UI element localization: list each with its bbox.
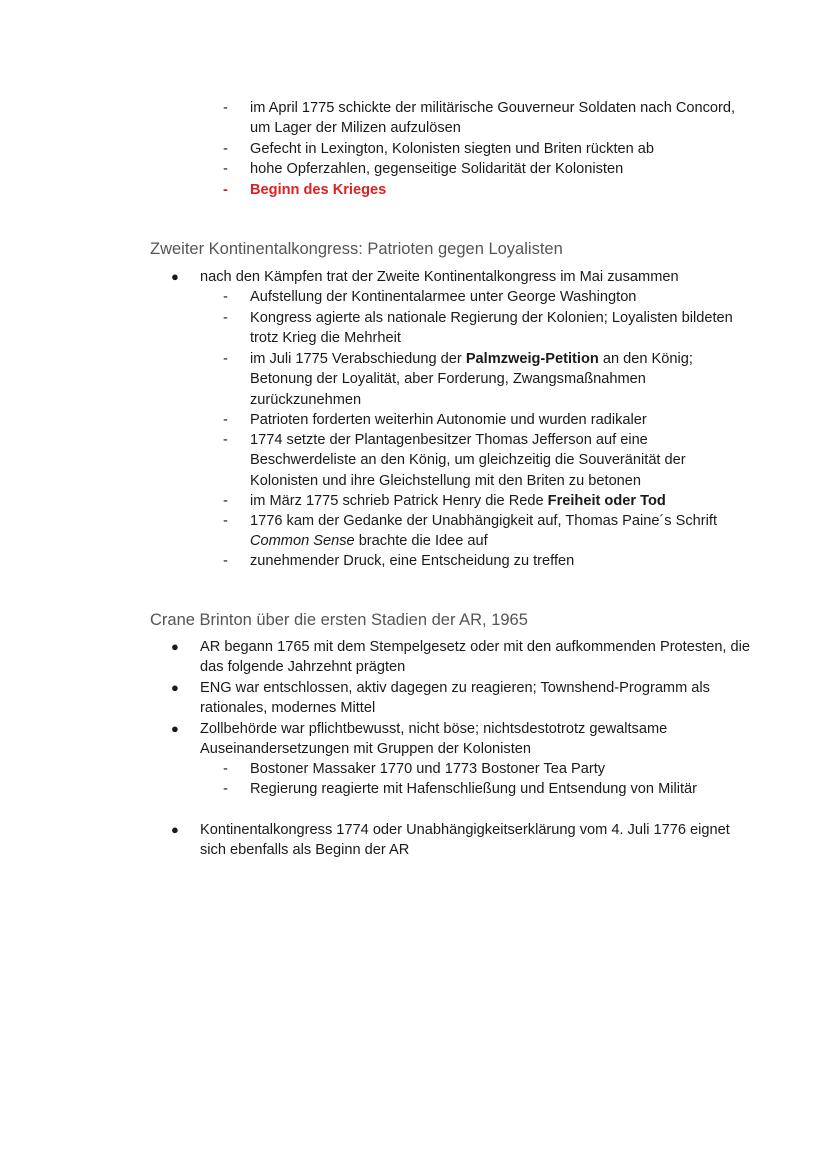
list-item: - hohe Opferzahlen, gegenseitige Solidarität der Kolonisten xyxy=(223,161,624,177)
list-item: - im Juli 1775 Verabschiedung der Palmzweig-Petition an den König; Betonung der Loyalität, aber Forderung, Zwangsmaßnahmen zurückzunehmen xyxy=(223,351,693,408)
list-item: ● Zollbehörde war pflichtbewusst, nicht böse; nichtsdestotrotz gewaltsame Auseinandersetzungen mit Gruppen der Kolonisten xyxy=(171,721,668,758)
list-item: - im April 1775 schickte der militärische Gouverneur Soldaten nach Concord, um Lager der Milizen aufzulösen xyxy=(223,100,736,137)
list-item: - 1776 kam der Gedanke der Unabhängigkeit auf, Thomas Paine´s Schrift Common Sense brachte die Idee auf xyxy=(223,513,717,550)
list-item: - Kongress agierte als nationale Regierung der Kolonien; Loyalisten bildeten trotz Krieg die Mehrheit xyxy=(223,310,733,347)
list-item: - Aufstellung der Kontinentalarmee unter George Washington xyxy=(223,289,637,305)
highlight-item: - Beginn des Krieges xyxy=(223,182,387,198)
section-heading: Zweiter Kontinentalkongress: Patrioten gegen Loyalisten xyxy=(150,240,563,258)
list-item: - Regierung reagierte mit Hafenschließung und Entsendung von Militär xyxy=(223,781,697,797)
list-item: ● AR begann 1765 mit dem Stempelgesetz oder mit den aufkommenden Protesten, die das folgende Jahrzehnt prägten xyxy=(171,639,751,676)
list-item: ● nach den Kämpfen trat der Zweite Kontinentalkongress im Mai zusammen xyxy=(171,269,679,285)
list-item: ● Kontinentalkongress 1774 oder Unabhängigkeitserklärung vom 4. Juli 1776 eignet sich ebenfalls als Beginn der AR xyxy=(171,822,730,859)
list-item: - 1774 setzte der Plantagenbesitzer Thomas Jefferson auf eine Beschwerdeliste an den König, um gleichzeitig die Souveränität der Kolonisten und ihre Gleichstellung mit den Briten zu betonen xyxy=(223,432,686,489)
list-item: - Bostoner Massaker 1770 und 1773 Bostoner Tea Party xyxy=(223,761,606,777)
list-item: ● ENG war entschlossen, aktiv dagegen zu reagieren; Townshend-Programm als rationales, modernes Mittel xyxy=(171,680,710,717)
list-item: - Gefecht in Lexington, Kolonisten siegten und Briten rückten ab xyxy=(223,141,655,157)
list-item: - zunehmender Druck, eine Entscheidung zu treffen xyxy=(223,553,575,569)
list-item: - Patrioten forderten weiterhin Autonomie und wurden radikaler xyxy=(223,412,647,428)
section-heading: Crane Brinton über die ersten Stadien der AR, 1965 xyxy=(150,611,528,629)
list-item: - im März 1775 schrieb Patrick Henry die Rede Freiheit oder Tod xyxy=(223,493,666,509)
